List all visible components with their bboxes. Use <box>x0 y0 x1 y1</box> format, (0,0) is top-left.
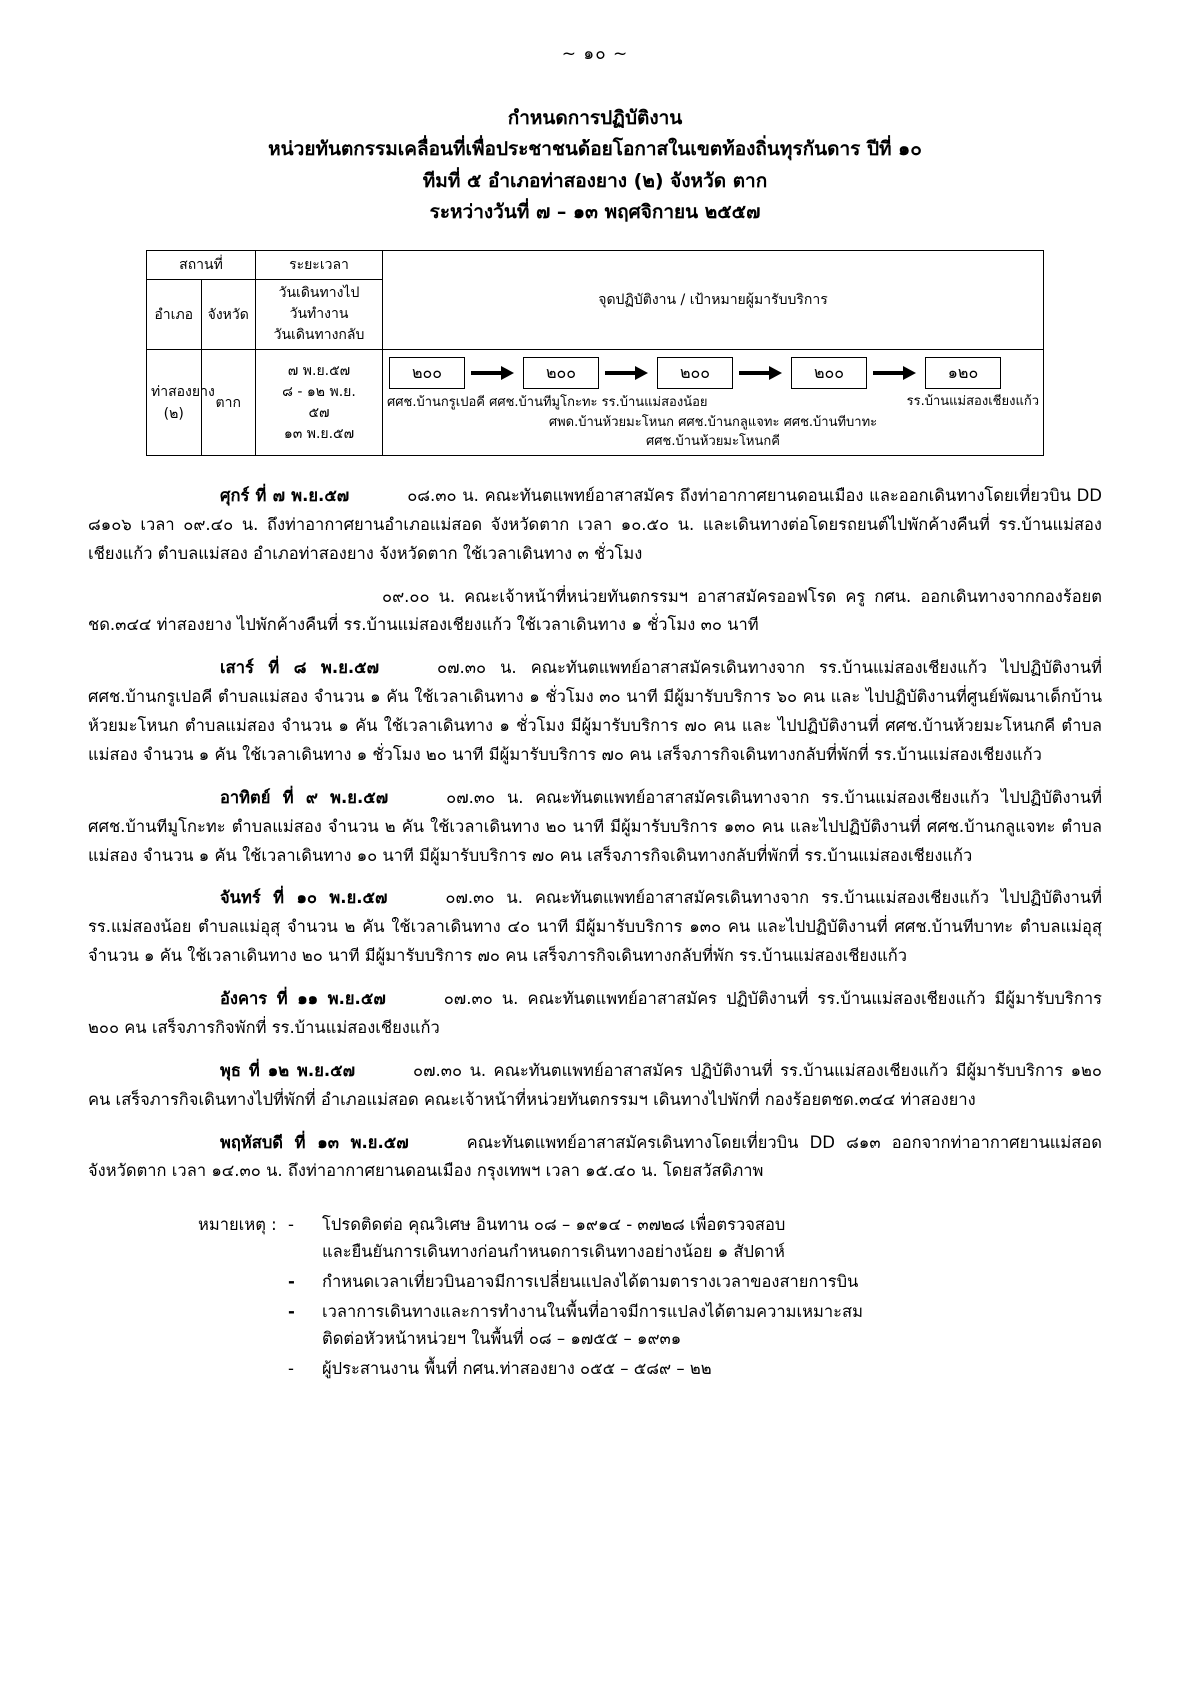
title-line-3: ทีมที่ ๕ อำเภอท่าสองยาง (๒) จังหวัด ตาก <box>422 169 768 192</box>
paragraph-text-monday: ๐๗.๓๐ น. คณะทันตแพทย์อาสาสมัครเดินทางจาก รร.บ้านแม่สองเชียงแก้ว ไปปฏิบัติงานที่ รร.แม่สองน้อย ตำบลแม่อุสุ จำนวน ๒ คัน ใช้เวลาเดินทาง ๔๐ นาที มีผู้มารับบริการ ๑๓๐ คน และไปปฏิบัติงานที่ ศศช.บ้านทีบาทะ ตำบลแม่อุสุ จำนวน ๑ คัน ใช้เวลาเดินทาง ๒๐ นาที มีผู้มารับบริการ ๗๐ คน เสร็จภารกิจเดินทางกลับที่พัก รร.บ้านแม่สองเชียงแก้ว <box>88 888 1102 966</box>
flow-box-2: ๒๐๐ <box>523 357 599 389</box>
paragraph-lead-monday: จันทร์ ที่ ๑๐ พ.ย.๕๗ <box>220 888 388 908</box>
cell-amphoe-name: ท่าสองยาง <box>151 383 215 400</box>
note-bullet-icon-2: - <box>288 1272 295 1292</box>
note-text-main-2: กำหนดเวลาเที่ยวบินอาจมีการเปลี่ยนแปลงได้ตามตารางเวลาของสายการบิน <box>322 1272 859 1292</box>
paragraph-lead-tuesday: อังคาร ที่ ๑๑ พ.ย.๕๗ <box>220 989 386 1008</box>
page-number: ~ ๑๐ ~ <box>561 44 629 64</box>
paragraph-text-sunday: ๐๗.๓๐ น. คณะทันตแพทย์อาสาสมัครเดินทางจาก รร.บ้านแม่สองเชียงแก้ว ไปปฏิบัติงานที่ ศศช.บ้านทีมูโกะทะ ตำบลแม่สอง จำนวน ๒ คัน ใช้เวลาเดินทาง ๒๐ นาที มีผู้มารับบริการ ๑๓๐ คน และไปปฏิบัติงานที่ ศศช.บ้านกลูแจทะ ตำบลแม่สอง จำนวน ๑ คัน ใช้เวลาเดินทาง ๑๐ นาที มีผู้มารับบริการ ๗๐ คน เสร็จภารกิจเดินทางกลับที่พักที่ รร.บ้านแม่สองเชียงแก้ว <box>88 787 1102 865</box>
paragraph-thursday <box>88 1129 1102 1187</box>
paragraph-lead-sunday: อาทิตย์ ที่ ๙ พ.ย.๕๗ <box>220 787 389 807</box>
flow-label-line-2: ศพด.บ้านห้วยมะโหนก ศศช.บ้านกลูแจทะ ศศช.บ้านทีบาทะ <box>548 414 878 430</box>
cell-time-line-3: ๕๗ <box>308 404 330 421</box>
header-time-line-3: วันเดินทางกลับ <box>273 327 365 344</box>
notes-section <box>88 1212 1102 1386</box>
document-title-block <box>88 103 1102 228</box>
table-header-row-1 <box>147 251 1044 280</box>
flow-box-1: ๒๐๐ <box>389 357 465 389</box>
schedule-table <box>146 250 1044 456</box>
paragraph-saturday <box>88 654 1102 770</box>
flow-diagram <box>389 357 1039 389</box>
flow-box-4: ๒๐๐ <box>791 357 867 389</box>
paragraph-text-thursday: คณะทันตแพทย์อาสาสมัครเดินทางโดยเที่ยวบิน DD ๘๑๓ ออกจากท่าอากาศยานแม่สอด จังหวัดตาก เวลา ๑๔.๓๐ น. ถึงท่าอากาศยานดอนเมือง กรุงเทพฯ เวลา ๑๕.๔๐ น. โดยสวัสดิภาพ <box>88 1132 1102 1181</box>
flow-labels <box>387 393 1039 452</box>
arrow-right-icon-2 <box>605 366 651 380</box>
header-time-lines <box>256 280 383 350</box>
paragraph-text-saturday: ๐๗.๓๐ น. คณะทันตแพทย์อาสาสมัครเดินทางจาก รร.บ้านแม่สองเชียงแก้ว ไปปฏิบัติงานที่ ศศช.บ้านกรูเปอคี ตำบลแม่สอง จำนวน ๑ คัน ใช้เวลาเดินทาง ๑ ชั่วโมง ๓๐ นาที มีผู้มารับบริการ ๖๐ คน และ ไปปฏิบัติงานที่ศูนย์พัฒนาเด็กบ้านห้วยมะโหนก ตำบลแม่สอง จำนวน ๑ คัน ใช้เวลาเดินทาง ๑ ชั่วโมง มีผู้มารับบริการ ๗๐ คน และ ไปปฏิบัติงานที่ ศศช.บ้านห้วยมะโหนกคี ตำบลแม่สอง จำนวน ๑ คัน ใช้เวลาเดินทาง ๑ ชั่วโมง ๒๐ นาที มีผู้มารับบริการ ๗๐ คน เสร็จภารกิจเดินทางกลับที่พักที่ รร.บ้านแม่สองเชียงแก้ว <box>88 658 1102 764</box>
flow-right-label: รร.บ้านแม่สองเชียงแก้ว <box>906 394 1039 410</box>
paragraph-wednesday <box>88 1057 1102 1115</box>
title-line-1: กำหนดการปฏิบัติงาน <box>507 107 683 129</box>
cell-province: ตาก <box>201 350 256 456</box>
flow-label-line-1: ศศช.บ้านกรูเปอคี ศศช.บ้านทีมูโกะทะ รร.บ้านแม่สองน้อย <box>387 395 708 411</box>
paragraph-tuesday <box>88 985 1102 1043</box>
note-text-sub-1: และยืนยันการเดินทางก่อนกำหนดการเดินทางอย่างน้อย ๑ สัปดาห์ <box>322 1241 785 1261</box>
title-line-2: หน่วยทันตกรรมเคลื่อนที่เพื่อประชาชนด้อยโอกาสในเขตท้องถิ่นทุรกันดาร ปีที่ ๑๐ <box>268 138 922 161</box>
paragraph-lead-friday: ศุกร์ ที่ ๗ พ.ย.๕๗ <box>220 485 350 505</box>
note-text-4 <box>322 1356 1102 1382</box>
paragraph-text-friday: ๐๘.๓๐ น. คณะทันตแพทย์อาสาสมัคร ถึงท่าอากาศยานดอนเมือง และออกเดินทางโดยเที่ยวบิน DD ๘๑๐๖ เวลา ๐๙.๔๐ น. ถึงท่าอากาศยานอำเภอแม่สอด จังหวัดตาก เวลา ๑๐.๕๐ น. และเดินทางต่อโดยรถยนต์ไปพักค้างคืนที่ รร.บ้านแม่สองเชียงแก้ว ตำบลแม่สอง อำเภอท่าสองยาง จังหวัดตาก ใช้เวลาเดินทาง ๓ ชั่วโมง <box>88 485 1103 563</box>
list-item <box>288 1356 1102 1382</box>
header-time-line-1: วันเดินทางไป <box>278 285 360 302</box>
flow-box-3: ๒๐๐ <box>657 357 733 389</box>
note-bullet-icon-3: - <box>288 1302 295 1322</box>
header-amphoe: อำเภอ <box>147 280 202 350</box>
cell-target <box>383 350 1044 456</box>
paragraph-text-wednesday: ๐๗.๓๐ น. คณะทันตแพทย์อาสาสมัคร ปฏิบัติงานที่ รร.บ้านแม่สองเชียงแก้ว มีผู้มารับบริการ ๑๒๐ คน เสร็จภารกิจเดินทางไปที่พักที่ อำเภอแม่สอด คณะเจ้าหน้าที่หน่วยทันตกรรมฯ เดินทางไปพักที่ กองร้อยตชด.๓๔๔ ท่าสองยาง <box>88 1060 1102 1109</box>
header-duration: ระยะเวลา <box>256 251 383 280</box>
flow-box-5: ๑๒๐ <box>925 357 1001 389</box>
paragraph-monday <box>88 884 1102 971</box>
cell-time-line-4: ๑๓ พ.ย.๕๗ <box>283 425 355 442</box>
paragraph-friday-second <box>88 583 1102 641</box>
cell-time-lines <box>256 350 383 456</box>
cell-amphoe-sub: (๒) <box>163 405 184 422</box>
paragraph-text-tuesday: ๐๗.๓๐ น. คณะทันตแพทย์อาสาสมัคร ปฏิบัติงานที่ รร.บ้านแม่สองเชียงแก้ว มีผู้มารับบริการ ๒๐๐ คน เสร็จภารกิจพักที่ รร.บ้านแม่สองเชียงแก้ว <box>88 989 1102 1037</box>
cell-amphoe <box>147 350 215 456</box>
notes-row <box>88 1212 1102 1386</box>
header-province: จังหวัด <box>201 280 256 350</box>
cell-time-line-2: ๘ - ๑๒ พ.ย. <box>282 383 356 400</box>
arrow-right-icon-4 <box>873 366 919 380</box>
header-time-line-2: วันทำงาน <box>289 306 349 323</box>
flow-label-line-3: ศศช.บ้านห้วยมะโหนกคี <box>646 434 780 450</box>
cell-time-line-1: ๗ พ.ย.๕๗ <box>287 362 351 379</box>
note-text-sub-3: ติดต่อหัวหน้าหน่วยฯ ในพื้นที่ ๐๘ – ๑๗๕๕ – ๑๙๓๑ <box>322 1328 682 1348</box>
list-item <box>288 1269 1102 1295</box>
list-item <box>288 1212 1102 1265</box>
arrow-right-icon-1 <box>471 366 517 380</box>
note-bullet-icon-4: - <box>288 1359 294 1379</box>
note-text-main-3: เวลาการเดินทางและการทำงานในพื้นที่อาจมีการแปลงได้ตามความเหมาะสม <box>322 1302 863 1322</box>
note-text-2 <box>322 1269 1102 1295</box>
note-text-main-1: โปรดติดต่อ คุณวิเศษ อินทาน ๐๘ – ๑๙๑๔ - ๓๗๒๘ เพื่อตรวจสอบ <box>322 1215 786 1235</box>
paragraph-lead-saturday: เสาร์ ที่ ๘ พ.ย.๕๗ <box>220 658 380 678</box>
note-text-3 <box>322 1299 1102 1352</box>
table-row <box>147 350 1044 456</box>
arrow-right-icon-3 <box>739 366 785 380</box>
notes-label: หมายเหตุ : <box>198 1215 277 1235</box>
note-text-main-4: ผู้ประสานงาน พื้นที่ กศน.ท่าสองยาง ๐๕๕ – ๕๘๙ – ๒๒ <box>322 1359 712 1379</box>
note-text-1 <box>322 1212 1102 1265</box>
header-target: จุดปฏิบัติงาน / เป้าหมายผู้มารับบริการ <box>383 251 1044 350</box>
list-item <box>288 1299 1102 1352</box>
note-bullet-icon-1: - <box>288 1215 294 1235</box>
paragraph-friday <box>88 482 1102 569</box>
title-line-4: ระหว่างวันที่ ๗ – ๑๓ พฤศจิกายน ๒๕๕๗ <box>429 201 761 224</box>
header-place: สถานที่ <box>147 251 256 280</box>
paragraph-lead-thursday: พฤหัสบดี ที่ ๑๓ พ.ย.๕๗ <box>220 1132 409 1152</box>
paragraph-text-friday-second: ๐๙.๐๐ น. คณะเจ้าหน้าที่หน่วยทันตกรรมฯ อาสาสมัครออฟโรด ครู กศน. ออกเดินทางจากกองร้อยตชด.๓๔๔ ท่าสองยาง ไปพักค้างคืนที่ รร.บ้านแม่สองเชียงแก้ว ใช้เวลาเดินทาง ๑ ชั่วโมง ๓๐ นาที <box>88 586 1102 635</box>
paragraph-lead-wednesday: พุธ ที่ ๑๒ พ.ย.๕๗ <box>220 1060 356 1080</box>
notes-items <box>288 1212 1102 1386</box>
paragraph-sunday <box>88 784 1102 871</box>
